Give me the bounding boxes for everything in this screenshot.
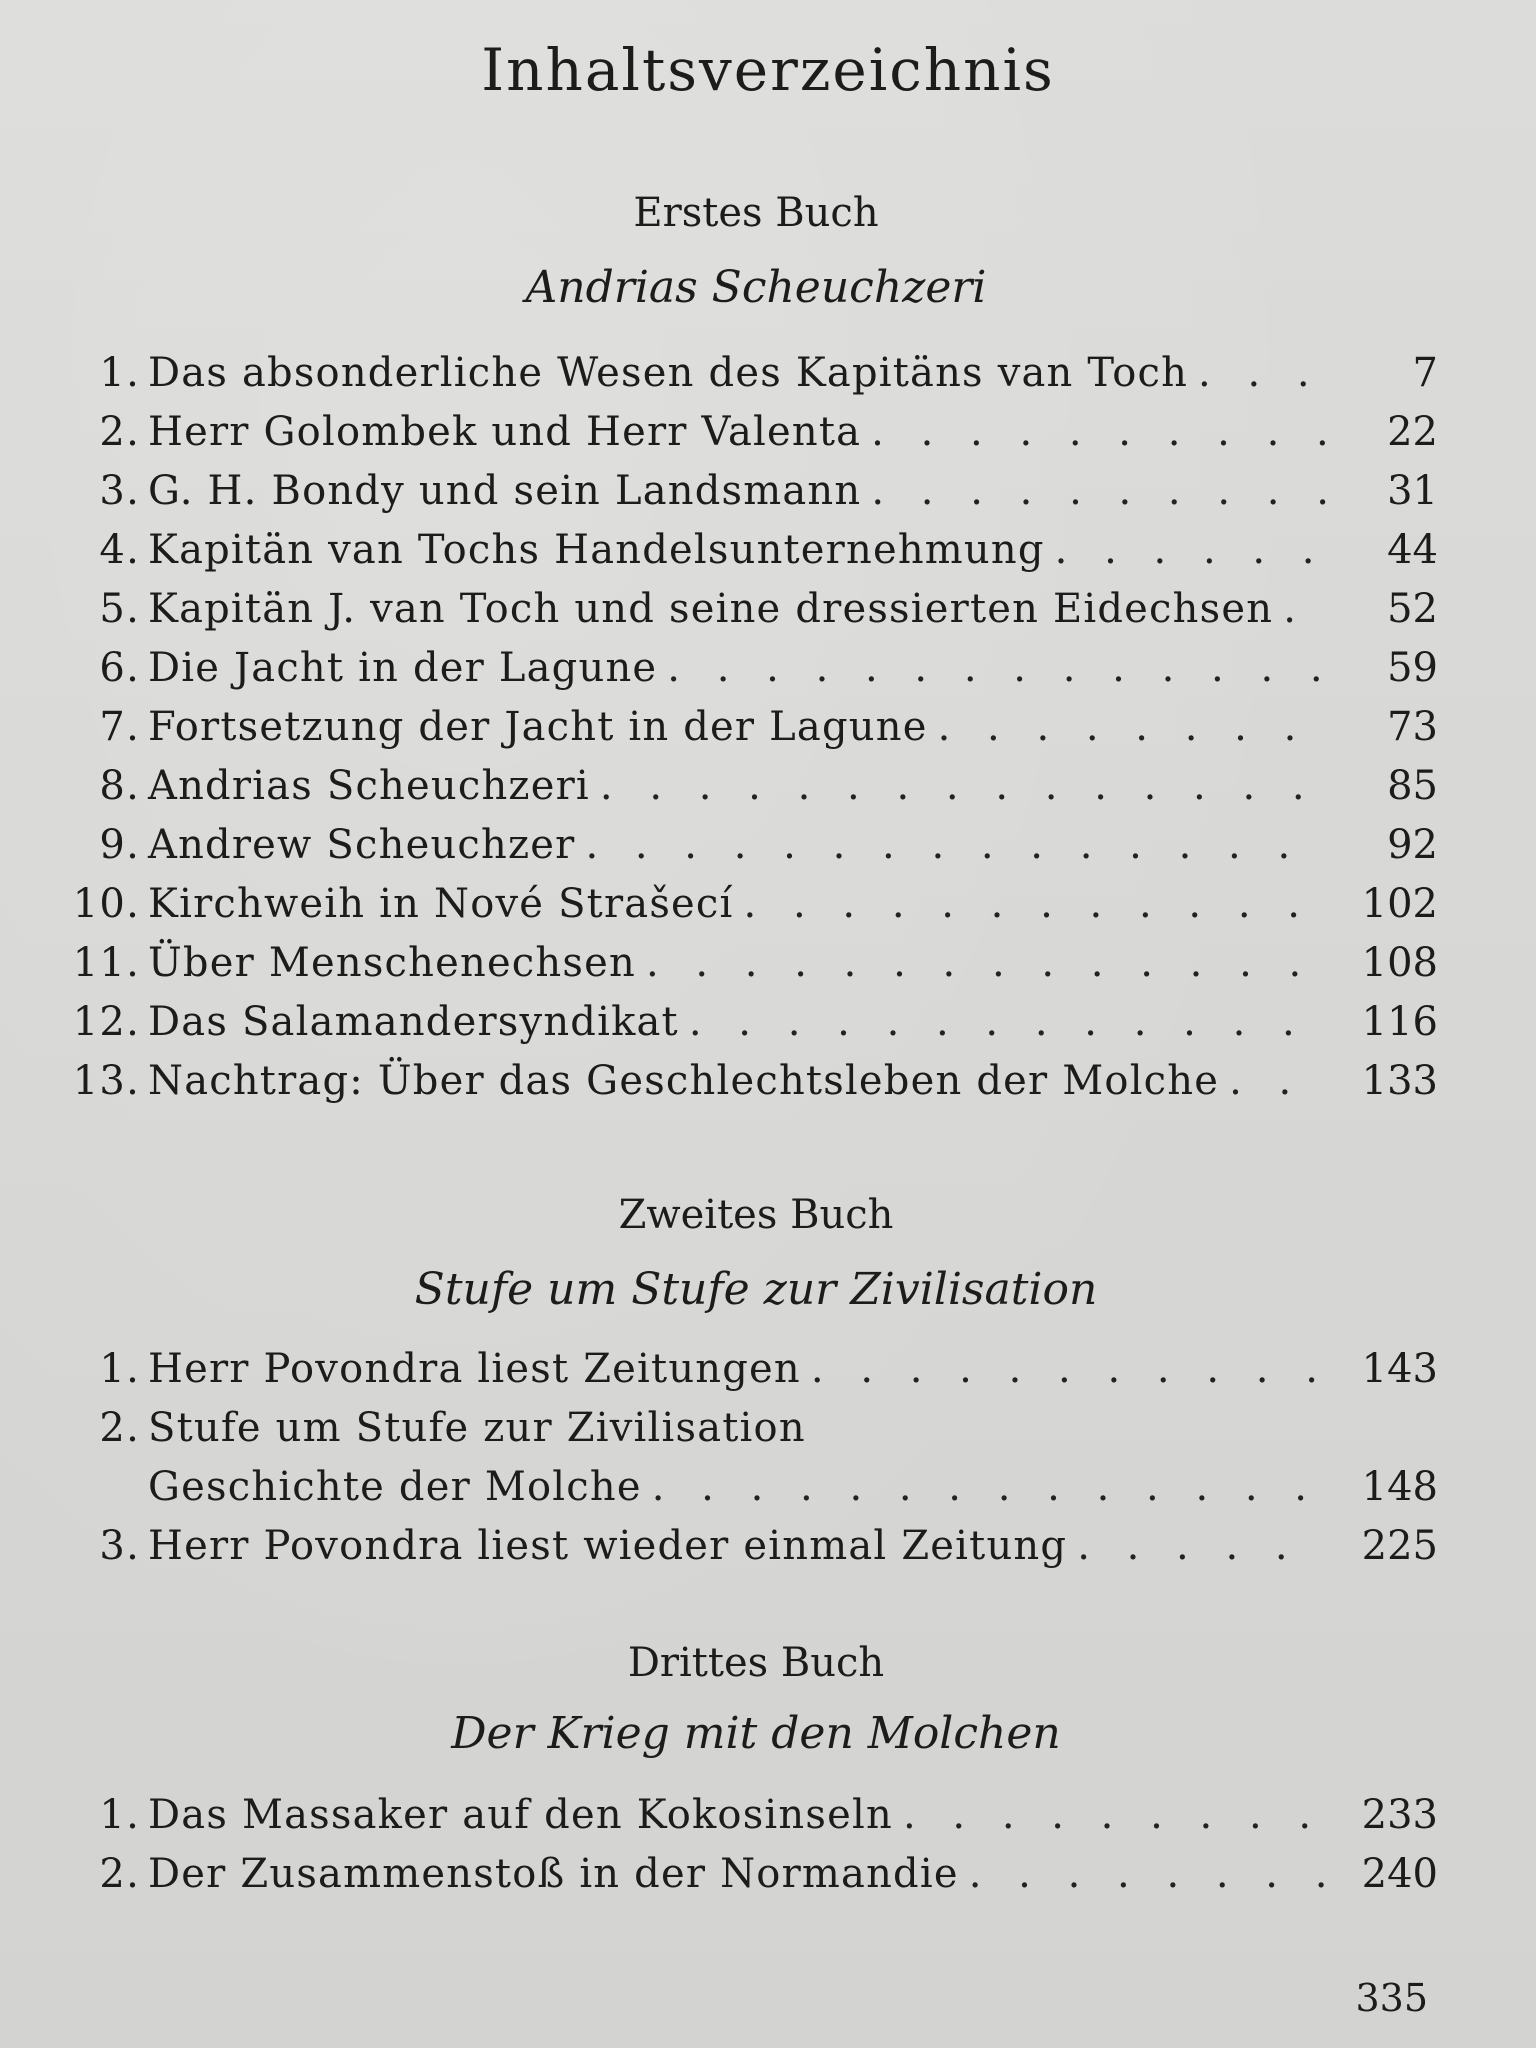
dot-leader (1077, 1523, 1328, 1569)
entry-number: 5. (99, 586, 140, 632)
toc-entry (60, 999, 1438, 1058)
entry-title: Fortsetzung der Jacht in der Lagune (148, 704, 928, 750)
entry-title: Herr Golombek und Herr Valenta (148, 409, 862, 455)
entry-page-number: 233 (1361, 1792, 1438, 1838)
entry-title: Der Zusammenstoß in der Normandie (148, 1851, 959, 1897)
toc-entry (60, 527, 1438, 586)
toc-entry (60, 1346, 1438, 1405)
entry-number: 11. (72, 940, 140, 986)
entry-number: 10. (72, 881, 140, 927)
entry-number: 8. (99, 763, 140, 809)
entry-number: 7. (99, 704, 140, 750)
entry-number: 6. (99, 645, 140, 691)
entry-number: 2. (99, 409, 140, 455)
toc-entry (60, 645, 1438, 704)
book-1-subtitle: Andrias Scheuchzeri (525, 262, 987, 313)
entry-page-number: 7 (1412, 350, 1438, 396)
entry-number: 2. (99, 1405, 140, 1451)
entry-number: 1. (99, 1792, 140, 1838)
entry-title: Geschichte der Molche (148, 1464, 642, 1510)
entry-title: Das absonderliche Wesen des Kapitäns van Toch (148, 350, 1189, 396)
entry-title: Herr Povondra liest wieder einmal Zeitung (148, 1523, 1068, 1569)
toc-entry (60, 350, 1438, 409)
entry-number: 4. (99, 527, 140, 573)
dot-leader (646, 940, 1328, 986)
toc-entry (60, 468, 1438, 527)
page-title: Inhaltsverzeichnis (481, 36, 1055, 104)
entry-title: Kapitän J. van Toch und seine dressierten Eidechsen (148, 586, 1274, 632)
entry-page-number: 59 (1387, 645, 1438, 691)
entry-page-number: 44 (1387, 527, 1438, 573)
dot-leader (938, 704, 1328, 750)
dot-leader (969, 1851, 1328, 1897)
dot-leader (689, 999, 1328, 1045)
entry-page-number: 73 (1387, 704, 1438, 750)
book-2-heading: Zweites Buch (618, 1192, 894, 1238)
dot-leader (600, 763, 1328, 809)
entry-number: 3. (99, 1523, 140, 1569)
entry-page-number: 116 (1361, 999, 1438, 1045)
entry-title: Das Massaker auf den Kokosinseln (148, 1792, 893, 1838)
entry-number: 12. (72, 999, 140, 1045)
toc-entry (60, 586, 1438, 645)
dot-leader (811, 1346, 1328, 1392)
page-number: 335 (1355, 1976, 1428, 2020)
entry-title: Die Jacht in der Lagune (148, 645, 658, 691)
dot-leader (1198, 350, 1328, 396)
dot-leader (903, 1792, 1328, 1838)
entry-page-number: 52 (1387, 586, 1438, 632)
entry-title: Andrew Scheuchzer (148, 822, 576, 868)
book-2-subtitle: Stufe um Stufe zur Zivilisation (414, 1264, 1098, 1315)
entry-number: 2. (99, 1851, 140, 1897)
dot-leader (585, 822, 1328, 868)
dot-leader (1229, 1058, 1328, 1104)
entry-title: Stufe um Stufe zur Zivilisation (148, 1405, 806, 1451)
entry-title: Nachtrag: Über das Geschlechtsleben der Molche (148, 1058, 1220, 1104)
entry-page-number: 31 (1387, 468, 1438, 514)
dot-leader (871, 409, 1328, 455)
entry-page-number: 92 (1387, 822, 1438, 868)
book-3-heading: Drittes Buch (627, 1640, 885, 1686)
toc-entry (60, 822, 1438, 881)
entry-number: 9. (99, 822, 140, 868)
dot-leader (667, 645, 1328, 691)
entry-page-number: 225 (1361, 1523, 1438, 1569)
toc-entry (60, 409, 1438, 468)
toc-entry (60, 1792, 1438, 1851)
entry-title: Das Salamandersyndikat (148, 999, 679, 1045)
toc-entry (60, 940, 1438, 999)
entry-number: 13. (72, 1058, 140, 1104)
toc-entry (60, 763, 1438, 822)
toc-entry (60, 881, 1438, 940)
entry-page-number: 108 (1361, 940, 1438, 986)
entry-page-number: 102 (1361, 881, 1438, 927)
book-1-heading: Erstes Buch (633, 190, 879, 236)
entry-page-number: 133 (1361, 1058, 1438, 1104)
entry-title: Über Menschenechsen (148, 940, 636, 986)
dot-leader (1283, 586, 1328, 632)
toc-entry (60, 1523, 1438, 1582)
entry-page-number: 85 (1387, 763, 1438, 809)
book-2-entries (60, 1346, 1438, 1582)
dot-leader (744, 881, 1328, 927)
entry-number: 1. (99, 1346, 140, 1392)
toc-entry (60, 1851, 1438, 1910)
entry-number: 1. (99, 350, 140, 396)
book-1-entries (60, 350, 1438, 1117)
dot-leader (1055, 527, 1328, 573)
toc-entry (60, 1058, 1438, 1117)
entry-page-number: 148 (1361, 1464, 1438, 1510)
dot-leader (871, 468, 1328, 514)
entry-title: Kirchweih in Nové Strašecí (148, 881, 734, 927)
entry-title: Herr Povondra liest Zeitungen (148, 1346, 801, 1392)
entry-title: Kapitän van Tochs Handelsunternehmung (148, 527, 1045, 573)
toc-entry (60, 1405, 1438, 1464)
entry-page-number: 22 (1387, 409, 1438, 455)
book-3-entries (60, 1792, 1438, 1910)
book-3-subtitle: Der Krieg mit den Molchen (451, 1708, 1061, 1759)
toc-entry (60, 1464, 1438, 1523)
entry-title: Andrias Scheuchzeri (148, 763, 590, 809)
entry-title: G. H. Bondy und sein Landsmann (148, 468, 862, 514)
entry-page-number: 240 (1361, 1851, 1438, 1897)
dot-leader (652, 1464, 1328, 1510)
entry-page-number: 143 (1361, 1346, 1438, 1392)
entry-number: 3. (99, 468, 140, 514)
toc-entry (60, 704, 1438, 763)
